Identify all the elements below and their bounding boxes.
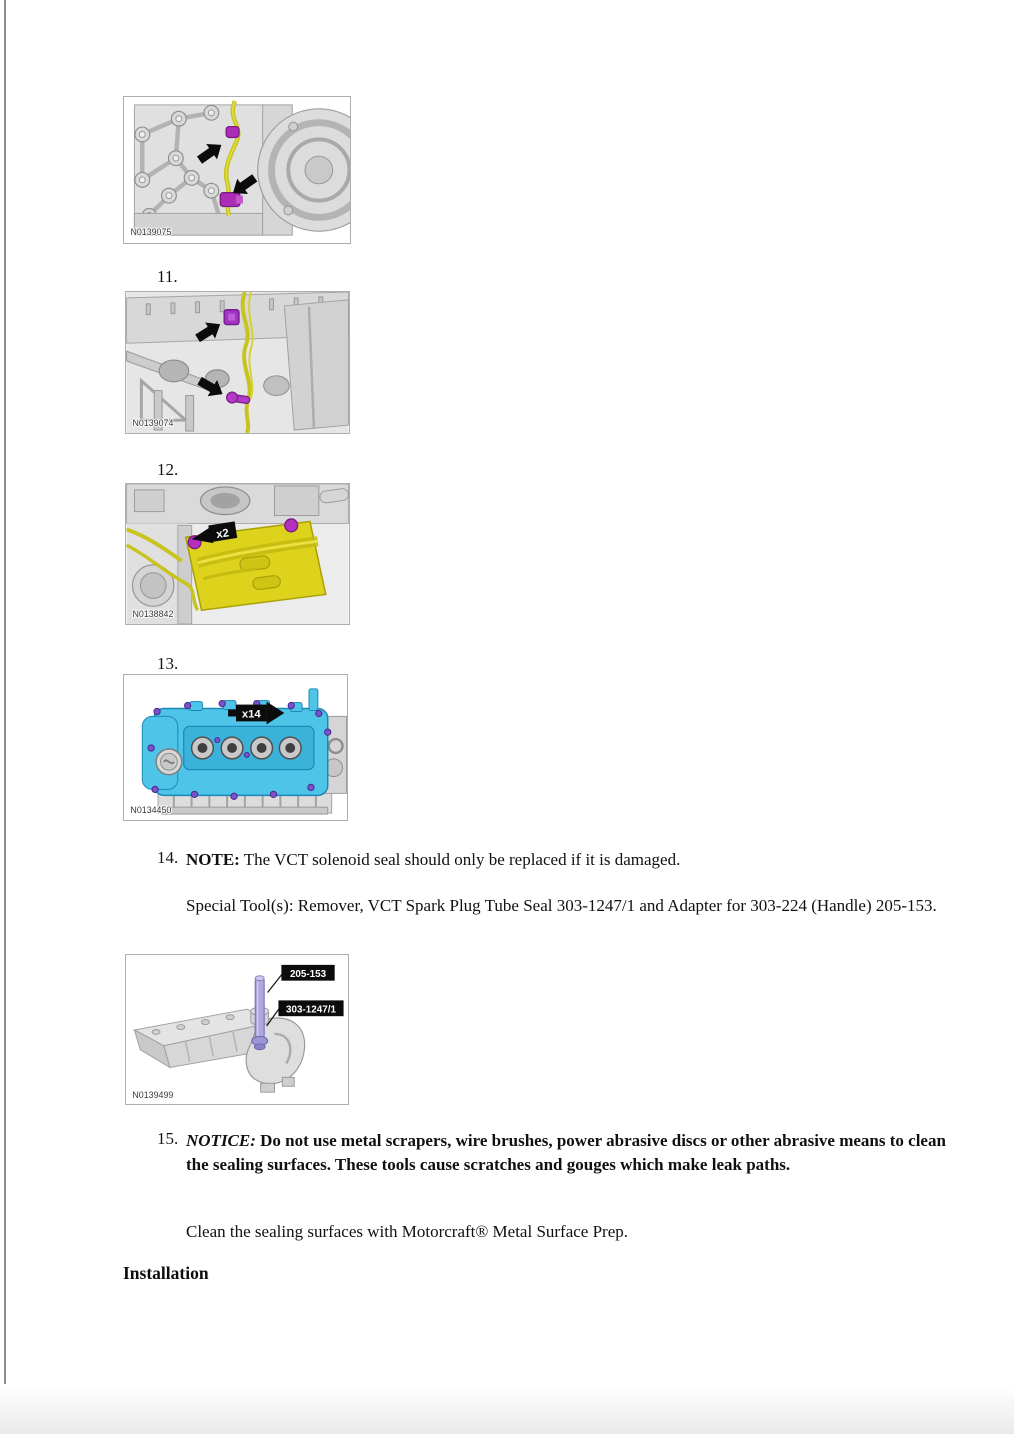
- step-number-11: 11.: [157, 267, 178, 286]
- figure-harness-connectors-rear: [123, 96, 351, 244]
- oil-filler-cap: [156, 749, 182, 775]
- notice-label: NOTICE:: [186, 1131, 256, 1150]
- special-tools-paragraph: Special Tool(s): Remover, VCT Spark Plug Tube Seal 303-1247/1 and Adapter for 303-224 (Handle) 205-153.: [186, 896, 937, 915]
- figure-id-label: N0139499: [132, 1090, 174, 1101]
- figure-harness-bracket: [125, 483, 350, 625]
- note-label: NOTE:: [186, 850, 240, 869]
- notice-paragraph: [186, 1129, 946, 1177]
- figure-valve-cover-bolts: [123, 674, 348, 821]
- callout-text: x14: [241, 708, 261, 721]
- step-number-13: 13.: [157, 654, 179, 673]
- figure-id-label: N0134450: [130, 805, 172, 816]
- tool-label-205-153: 205-153: [289, 969, 327, 981]
- step-number-14: 14.: [157, 848, 179, 867]
- harness-connector-square: [224, 310, 239, 325]
- installation-heading: Installation: [123, 1263, 209, 1283]
- step-number-15: 15.: [157, 1129, 179, 1148]
- note-paragraph: [186, 848, 976, 872]
- page-bottom-fade: [0, 1384, 1014, 1434]
- figure-id-label: N0139075: [130, 227, 172, 238]
- bracket-bolt: [285, 519, 298, 532]
- figure-id-label: N0138842: [132, 609, 174, 620]
- step-number-12: 12.: [157, 460, 179, 479]
- harness-connector-lower: [220, 193, 243, 207]
- note-text: The VCT solenoid seal should only be replaced if it is damaged.: [239, 850, 681, 869]
- callout-text: x2: [215, 527, 230, 542]
- notice-text: Do not use metal scrapers, wire brushes, power abrasive discs or other abrasive means to clean the sealing surfaces. These tools cause scratches and gouges which make leak paths.: [186, 1131, 946, 1174]
- seal-tool-illustration: [126, 955, 348, 1104]
- tool-label-303-1247-1: 303-1247/1: [286, 1004, 336, 1016]
- clean-instruction: Clean the sealing surfaces with Motorcraft® Metal Surface Prep.: [186, 1222, 629, 1241]
- figure-harness-connectors-side: [125, 291, 350, 434]
- figure-seal-remover-tool: [125, 954, 349, 1105]
- harness-bracket-illustration: [126, 484, 349, 624]
- valve-cover-illustration: [124, 675, 347, 820]
- page-left-border: [4, 0, 6, 1396]
- harness-connector-upper: [226, 127, 239, 138]
- engine-rear-illustration: [124, 97, 350, 243]
- engine-side-illustration: [126, 292, 349, 433]
- figure-id-label: N0139074: [132, 418, 174, 429]
